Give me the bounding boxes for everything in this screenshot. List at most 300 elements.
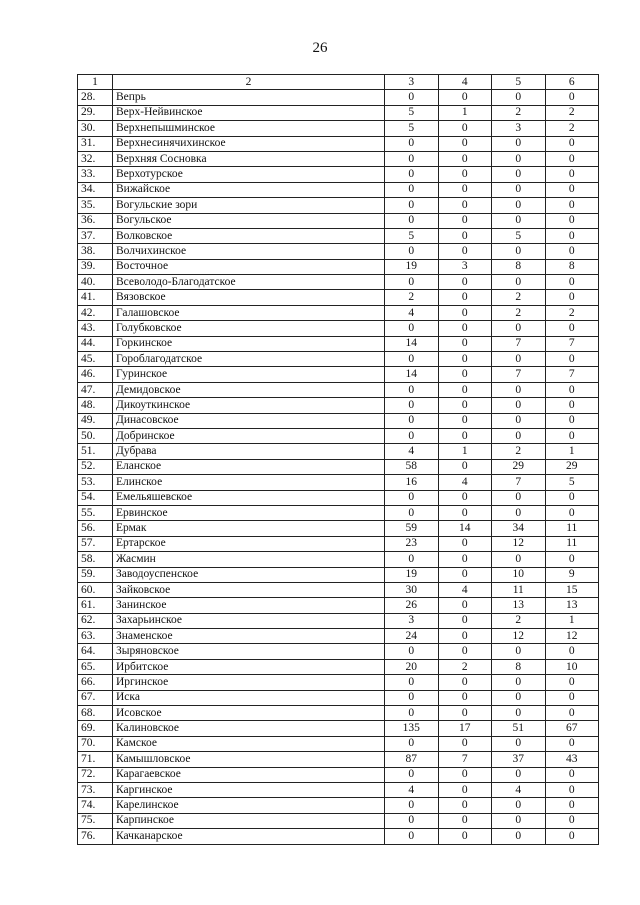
row-number: 64.: [78, 644, 113, 659]
settlement-name: Горкинское: [113, 336, 385, 351]
row-number: 51.: [78, 444, 113, 459]
value-col-4: 0: [438, 782, 492, 797]
value-col-6: 0: [545, 398, 599, 413]
value-col-3: 5: [385, 121, 439, 136]
data-table: [77, 74, 599, 845]
value-col-6: 11: [545, 521, 599, 536]
value-col-3: 0: [385, 151, 439, 166]
value-col-5: 2: [492, 444, 546, 459]
value-col-6: 11: [545, 536, 599, 551]
value-col-3: 59: [385, 521, 439, 536]
value-col-4: 0: [438, 459, 492, 474]
value-col-5: 4: [492, 782, 546, 797]
settlement-name: Ертарское: [113, 536, 385, 551]
value-col-3: 135: [385, 721, 439, 736]
value-col-6: 0: [545, 182, 599, 197]
value-col-3: 23: [385, 536, 439, 551]
value-col-4: 0: [438, 706, 492, 721]
value-col-4: 0: [438, 321, 492, 336]
value-col-6: 0: [545, 505, 599, 520]
value-col-6: 0: [545, 228, 599, 243]
settlement-name: Ермак: [113, 521, 385, 536]
settlement-name: Дубрава: [113, 444, 385, 459]
row-number: 69.: [78, 721, 113, 736]
value-col-5: 3: [492, 121, 546, 136]
row-number: 38.: [78, 244, 113, 259]
value-col-6: 0: [545, 644, 599, 659]
value-col-6: 0: [545, 275, 599, 290]
value-col-3: 0: [385, 352, 439, 367]
value-col-6: 29: [545, 459, 599, 474]
table-row: [78, 829, 599, 844]
value-col-3: 87: [385, 752, 439, 767]
value-col-6: 2: [545, 121, 599, 136]
row-number: 33.: [78, 167, 113, 182]
value-col-4: 3: [438, 259, 492, 274]
table-row: [78, 706, 599, 721]
value-col-3: 0: [385, 182, 439, 197]
row-number: 56.: [78, 521, 113, 536]
settlement-name: Карагаевское: [113, 767, 385, 782]
table-row: [78, 598, 599, 613]
header-cell: 2: [113, 75, 385, 90]
value-col-3: 0: [385, 706, 439, 721]
value-col-6: 0: [545, 244, 599, 259]
value-col-3: 58: [385, 459, 439, 474]
value-col-3: 24: [385, 629, 439, 644]
value-col-3: 0: [385, 398, 439, 413]
value-col-4: 7: [438, 752, 492, 767]
table-row: [78, 428, 599, 443]
value-col-4: 0: [438, 367, 492, 382]
value-col-5: 34: [492, 521, 546, 536]
value-col-5: 0: [492, 182, 546, 197]
value-col-4: 0: [438, 536, 492, 551]
value-col-4: 4: [438, 475, 492, 490]
value-col-6: 0: [545, 352, 599, 367]
value-col-5: 7: [492, 336, 546, 351]
value-col-3: 0: [385, 198, 439, 213]
value-col-4: 0: [438, 813, 492, 828]
table-row: [78, 690, 599, 705]
value-col-5: 0: [492, 213, 546, 228]
settlement-name: Голубковское: [113, 321, 385, 336]
value-col-4: 0: [438, 505, 492, 520]
row-number: 60.: [78, 582, 113, 597]
value-col-6: 43: [545, 752, 599, 767]
settlement-name: Дикоуткинское: [113, 398, 385, 413]
settlement-name: Верхнесинячихинское: [113, 136, 385, 151]
value-col-5: 0: [492, 428, 546, 443]
value-col-4: 0: [438, 182, 492, 197]
value-col-5: 29: [492, 459, 546, 474]
value-col-4: 0: [438, 398, 492, 413]
settlement-name: Верхнепышминское: [113, 121, 385, 136]
value-col-5: 0: [492, 690, 546, 705]
value-col-3: 0: [385, 136, 439, 151]
table-row: [78, 136, 599, 151]
value-col-6: 7: [545, 367, 599, 382]
table-row: [78, 552, 599, 567]
value-col-4: 14: [438, 521, 492, 536]
row-number: 45.: [78, 352, 113, 367]
value-col-3: 16: [385, 475, 439, 490]
value-col-5: 2: [492, 613, 546, 628]
value-col-6: 0: [545, 413, 599, 428]
value-col-3: 0: [385, 428, 439, 443]
value-col-5: 10: [492, 567, 546, 582]
value-col-5: 0: [492, 321, 546, 336]
settlement-name: Карелинское: [113, 798, 385, 813]
row-number: 58.: [78, 552, 113, 567]
row-number: 39.: [78, 259, 113, 274]
value-col-3: 0: [385, 275, 439, 290]
row-number: 74.: [78, 798, 113, 813]
row-number: 72.: [78, 767, 113, 782]
value-col-3: 0: [385, 382, 439, 397]
value-col-5: 0: [492, 798, 546, 813]
value-col-5: 0: [492, 151, 546, 166]
value-col-4: 0: [438, 644, 492, 659]
table-row: [78, 613, 599, 628]
value-col-6: 1: [545, 444, 599, 459]
value-col-5: 0: [492, 706, 546, 721]
table-row: [78, 567, 599, 582]
table-row: [78, 305, 599, 320]
value-col-5: 0: [492, 813, 546, 828]
value-col-6: 0: [545, 290, 599, 305]
value-col-4: 0: [438, 244, 492, 259]
value-col-3: 0: [385, 813, 439, 828]
value-col-6: 0: [545, 90, 599, 105]
settlement-name: Добринское: [113, 428, 385, 443]
value-col-6: 12: [545, 629, 599, 644]
table-row: [78, 721, 599, 736]
value-col-3: 4: [385, 782, 439, 797]
row-number: 32.: [78, 151, 113, 166]
table-row: [78, 798, 599, 813]
table-row: [78, 382, 599, 397]
settlement-name: Ирбитское: [113, 659, 385, 674]
table-row: [78, 475, 599, 490]
value-col-3: 19: [385, 259, 439, 274]
settlement-name: Захарьинское: [113, 613, 385, 628]
settlement-name: Ервинское: [113, 505, 385, 520]
value-col-4: 0: [438, 90, 492, 105]
value-col-3: 14: [385, 336, 439, 351]
value-col-6: 13: [545, 598, 599, 613]
table-row: [78, 675, 599, 690]
value-col-4: 0: [438, 382, 492, 397]
row-number: 40.: [78, 275, 113, 290]
value-col-3: 0: [385, 552, 439, 567]
value-col-5: 13: [492, 598, 546, 613]
value-col-3: 2: [385, 290, 439, 305]
settlement-name: Калиновское: [113, 721, 385, 736]
row-number: 62.: [78, 613, 113, 628]
table-row: [78, 182, 599, 197]
value-col-3: 0: [385, 90, 439, 105]
row-number: 66.: [78, 675, 113, 690]
value-col-6: 0: [545, 490, 599, 505]
row-number: 54.: [78, 490, 113, 505]
value-col-5: 2: [492, 290, 546, 305]
table-row: [78, 336, 599, 351]
value-col-3: 5: [385, 228, 439, 243]
row-number: 55.: [78, 505, 113, 520]
settlement-name: Знаменское: [113, 629, 385, 644]
value-col-5: 0: [492, 352, 546, 367]
value-col-4: 0: [438, 167, 492, 182]
value-col-4: 0: [438, 151, 492, 166]
settlement-name: Восточное: [113, 259, 385, 274]
header-cell: 5: [492, 75, 546, 90]
row-number: 31.: [78, 136, 113, 151]
table-row: [78, 367, 599, 382]
row-number: 75.: [78, 813, 113, 828]
table-row: [78, 121, 599, 136]
value-col-5: 0: [492, 275, 546, 290]
row-number: 53.: [78, 475, 113, 490]
table-row: [78, 736, 599, 751]
value-col-4: 2: [438, 659, 492, 674]
row-number: 29.: [78, 105, 113, 120]
row-number: 76.: [78, 829, 113, 844]
value-col-6: 0: [545, 167, 599, 182]
value-col-3: 14: [385, 367, 439, 382]
value-col-4: 4: [438, 582, 492, 597]
header-cell: 6: [545, 75, 599, 90]
row-number: 42.: [78, 305, 113, 320]
value-col-4: 0: [438, 228, 492, 243]
value-col-5: 0: [492, 167, 546, 182]
value-col-3: 0: [385, 244, 439, 259]
table-row: [78, 490, 599, 505]
value-col-5: 5: [492, 228, 546, 243]
value-col-6: 0: [545, 428, 599, 443]
settlement-name: Верх-Нейвинское: [113, 105, 385, 120]
row-number: 73.: [78, 782, 113, 797]
row-number: 35.: [78, 198, 113, 213]
value-col-5: 0: [492, 675, 546, 690]
settlement-name: Верхняя Сосновка: [113, 151, 385, 166]
table-body: [78, 75, 599, 845]
value-col-5: 0: [492, 90, 546, 105]
row-number: 68.: [78, 706, 113, 721]
value-col-6: 0: [545, 782, 599, 797]
value-col-3: 0: [385, 321, 439, 336]
settlement-name: Вязовское: [113, 290, 385, 305]
value-col-4: 0: [438, 428, 492, 443]
value-col-3: 0: [385, 413, 439, 428]
settlement-name: Иска: [113, 690, 385, 705]
value-col-3: 0: [385, 767, 439, 782]
settlement-name: Демидовское: [113, 382, 385, 397]
value-col-3: 4: [385, 305, 439, 320]
row-number: 61.: [78, 598, 113, 613]
table-row: [78, 659, 599, 674]
value-col-6: 67: [545, 721, 599, 736]
row-number: 50.: [78, 428, 113, 443]
settlement-name: Каргинское: [113, 782, 385, 797]
value-col-5: 0: [492, 736, 546, 751]
value-col-6: 15: [545, 582, 599, 597]
value-col-4: 0: [438, 413, 492, 428]
value-col-4: 0: [438, 336, 492, 351]
settlement-name: Камское: [113, 736, 385, 751]
row-number: 47.: [78, 382, 113, 397]
settlement-name: Гуринское: [113, 367, 385, 382]
table-row: [78, 213, 599, 228]
value-col-4: 0: [438, 829, 492, 844]
value-col-5: 0: [492, 198, 546, 213]
row-number: 59.: [78, 567, 113, 582]
table-row: [78, 151, 599, 166]
value-col-3: 0: [385, 167, 439, 182]
settlement-name: Еланское: [113, 459, 385, 474]
value-col-6: 9: [545, 567, 599, 582]
table-row: [78, 244, 599, 259]
row-number: 52.: [78, 459, 113, 474]
table-row: [78, 228, 599, 243]
value-col-6: 2: [545, 105, 599, 120]
settlement-name: Жасмин: [113, 552, 385, 567]
value-col-4: 0: [438, 613, 492, 628]
value-col-3: 0: [385, 798, 439, 813]
value-col-5: 12: [492, 629, 546, 644]
value-col-6: 0: [545, 382, 599, 397]
header-cell: 3: [385, 75, 439, 90]
table-row: [78, 105, 599, 120]
row-number: 28.: [78, 90, 113, 105]
settlement-name: Вогульские зори: [113, 198, 385, 213]
row-number: 70.: [78, 736, 113, 751]
value-col-4: 0: [438, 136, 492, 151]
header-cell: 4: [438, 75, 492, 90]
table-row: [78, 398, 599, 413]
settlement-name: Вогульское: [113, 213, 385, 228]
value-col-6: 0: [545, 675, 599, 690]
value-col-3: 0: [385, 490, 439, 505]
settlement-name: Елинское: [113, 475, 385, 490]
settlement-name: Вижайское: [113, 182, 385, 197]
value-col-6: 0: [545, 813, 599, 828]
value-col-6: 0: [545, 690, 599, 705]
row-number: 48.: [78, 398, 113, 413]
value-col-4: 0: [438, 352, 492, 367]
settlement-name: Карпинское: [113, 813, 385, 828]
value-col-3: 0: [385, 644, 439, 659]
row-number: 49.: [78, 413, 113, 428]
value-col-6: 0: [545, 798, 599, 813]
value-col-3: 0: [385, 736, 439, 751]
settlement-name: Вепрь: [113, 90, 385, 105]
table-row: [78, 290, 599, 305]
value-col-4: 0: [438, 290, 492, 305]
table-row: [78, 352, 599, 367]
value-col-3: 20: [385, 659, 439, 674]
table-row: [78, 444, 599, 459]
settlement-name: Волковское: [113, 228, 385, 243]
value-col-4: 0: [438, 552, 492, 567]
value-col-4: 1: [438, 444, 492, 459]
table-row: [78, 413, 599, 428]
value-col-5: 12: [492, 536, 546, 551]
row-number: 37.: [78, 228, 113, 243]
value-col-4: 1: [438, 105, 492, 120]
value-col-3: 0: [385, 829, 439, 844]
settlement-name: Камышловское: [113, 752, 385, 767]
row-number: 63.: [78, 629, 113, 644]
settlement-name: Зыряновское: [113, 644, 385, 659]
value-col-5: 0: [492, 505, 546, 520]
row-number: 65.: [78, 659, 113, 674]
table-row: [78, 167, 599, 182]
settlement-name: Занинское: [113, 598, 385, 613]
value-col-5: 0: [492, 398, 546, 413]
value-col-6: 10: [545, 659, 599, 674]
value-col-5: 2: [492, 105, 546, 120]
settlement-name: Верхотурское: [113, 167, 385, 182]
table-row: [78, 582, 599, 597]
settlement-name: Волчихинское: [113, 244, 385, 259]
table-row: [78, 505, 599, 520]
value-col-6: 7: [545, 336, 599, 351]
settlement-name: Гороблагодатское: [113, 352, 385, 367]
value-col-4: 0: [438, 198, 492, 213]
value-col-4: 0: [438, 213, 492, 228]
header-cell: 1: [78, 75, 113, 90]
row-number: 44.: [78, 336, 113, 351]
value-col-5: 0: [492, 829, 546, 844]
settlement-name: Заводоуспенское: [113, 567, 385, 582]
value-col-4: 0: [438, 275, 492, 290]
settlement-name: Емельяшевское: [113, 490, 385, 505]
row-number: 67.: [78, 690, 113, 705]
value-col-6: 0: [545, 136, 599, 151]
value-col-6: 0: [545, 213, 599, 228]
row-number: 30.: [78, 121, 113, 136]
value-col-5: 8: [492, 659, 546, 674]
value-col-4: 0: [438, 675, 492, 690]
table-row: [78, 767, 599, 782]
value-col-6: 0: [545, 706, 599, 721]
value-col-6: 0: [545, 767, 599, 782]
value-col-5: 8: [492, 259, 546, 274]
row-number: 36.: [78, 213, 113, 228]
value-col-5: 0: [492, 382, 546, 397]
value-col-6: 2: [545, 305, 599, 320]
settlement-name: Иргинское: [113, 675, 385, 690]
table-row: [78, 198, 599, 213]
value-col-5: 0: [492, 644, 546, 659]
table-header-row: [78, 75, 599, 90]
settlement-name: Всеволодо-Благодатское: [113, 275, 385, 290]
value-col-5: 0: [492, 490, 546, 505]
settlement-name: Динасовское: [113, 413, 385, 428]
value-col-5: 0: [492, 767, 546, 782]
settlement-name: Качканарское: [113, 829, 385, 844]
table-row: [78, 536, 599, 551]
value-col-5: 0: [492, 136, 546, 151]
value-col-4: 0: [438, 305, 492, 320]
row-number: 43.: [78, 321, 113, 336]
value-col-5: 11: [492, 582, 546, 597]
value-col-6: 0: [545, 321, 599, 336]
table-row: [78, 644, 599, 659]
table-row: [78, 459, 599, 474]
table-row: [78, 521, 599, 536]
